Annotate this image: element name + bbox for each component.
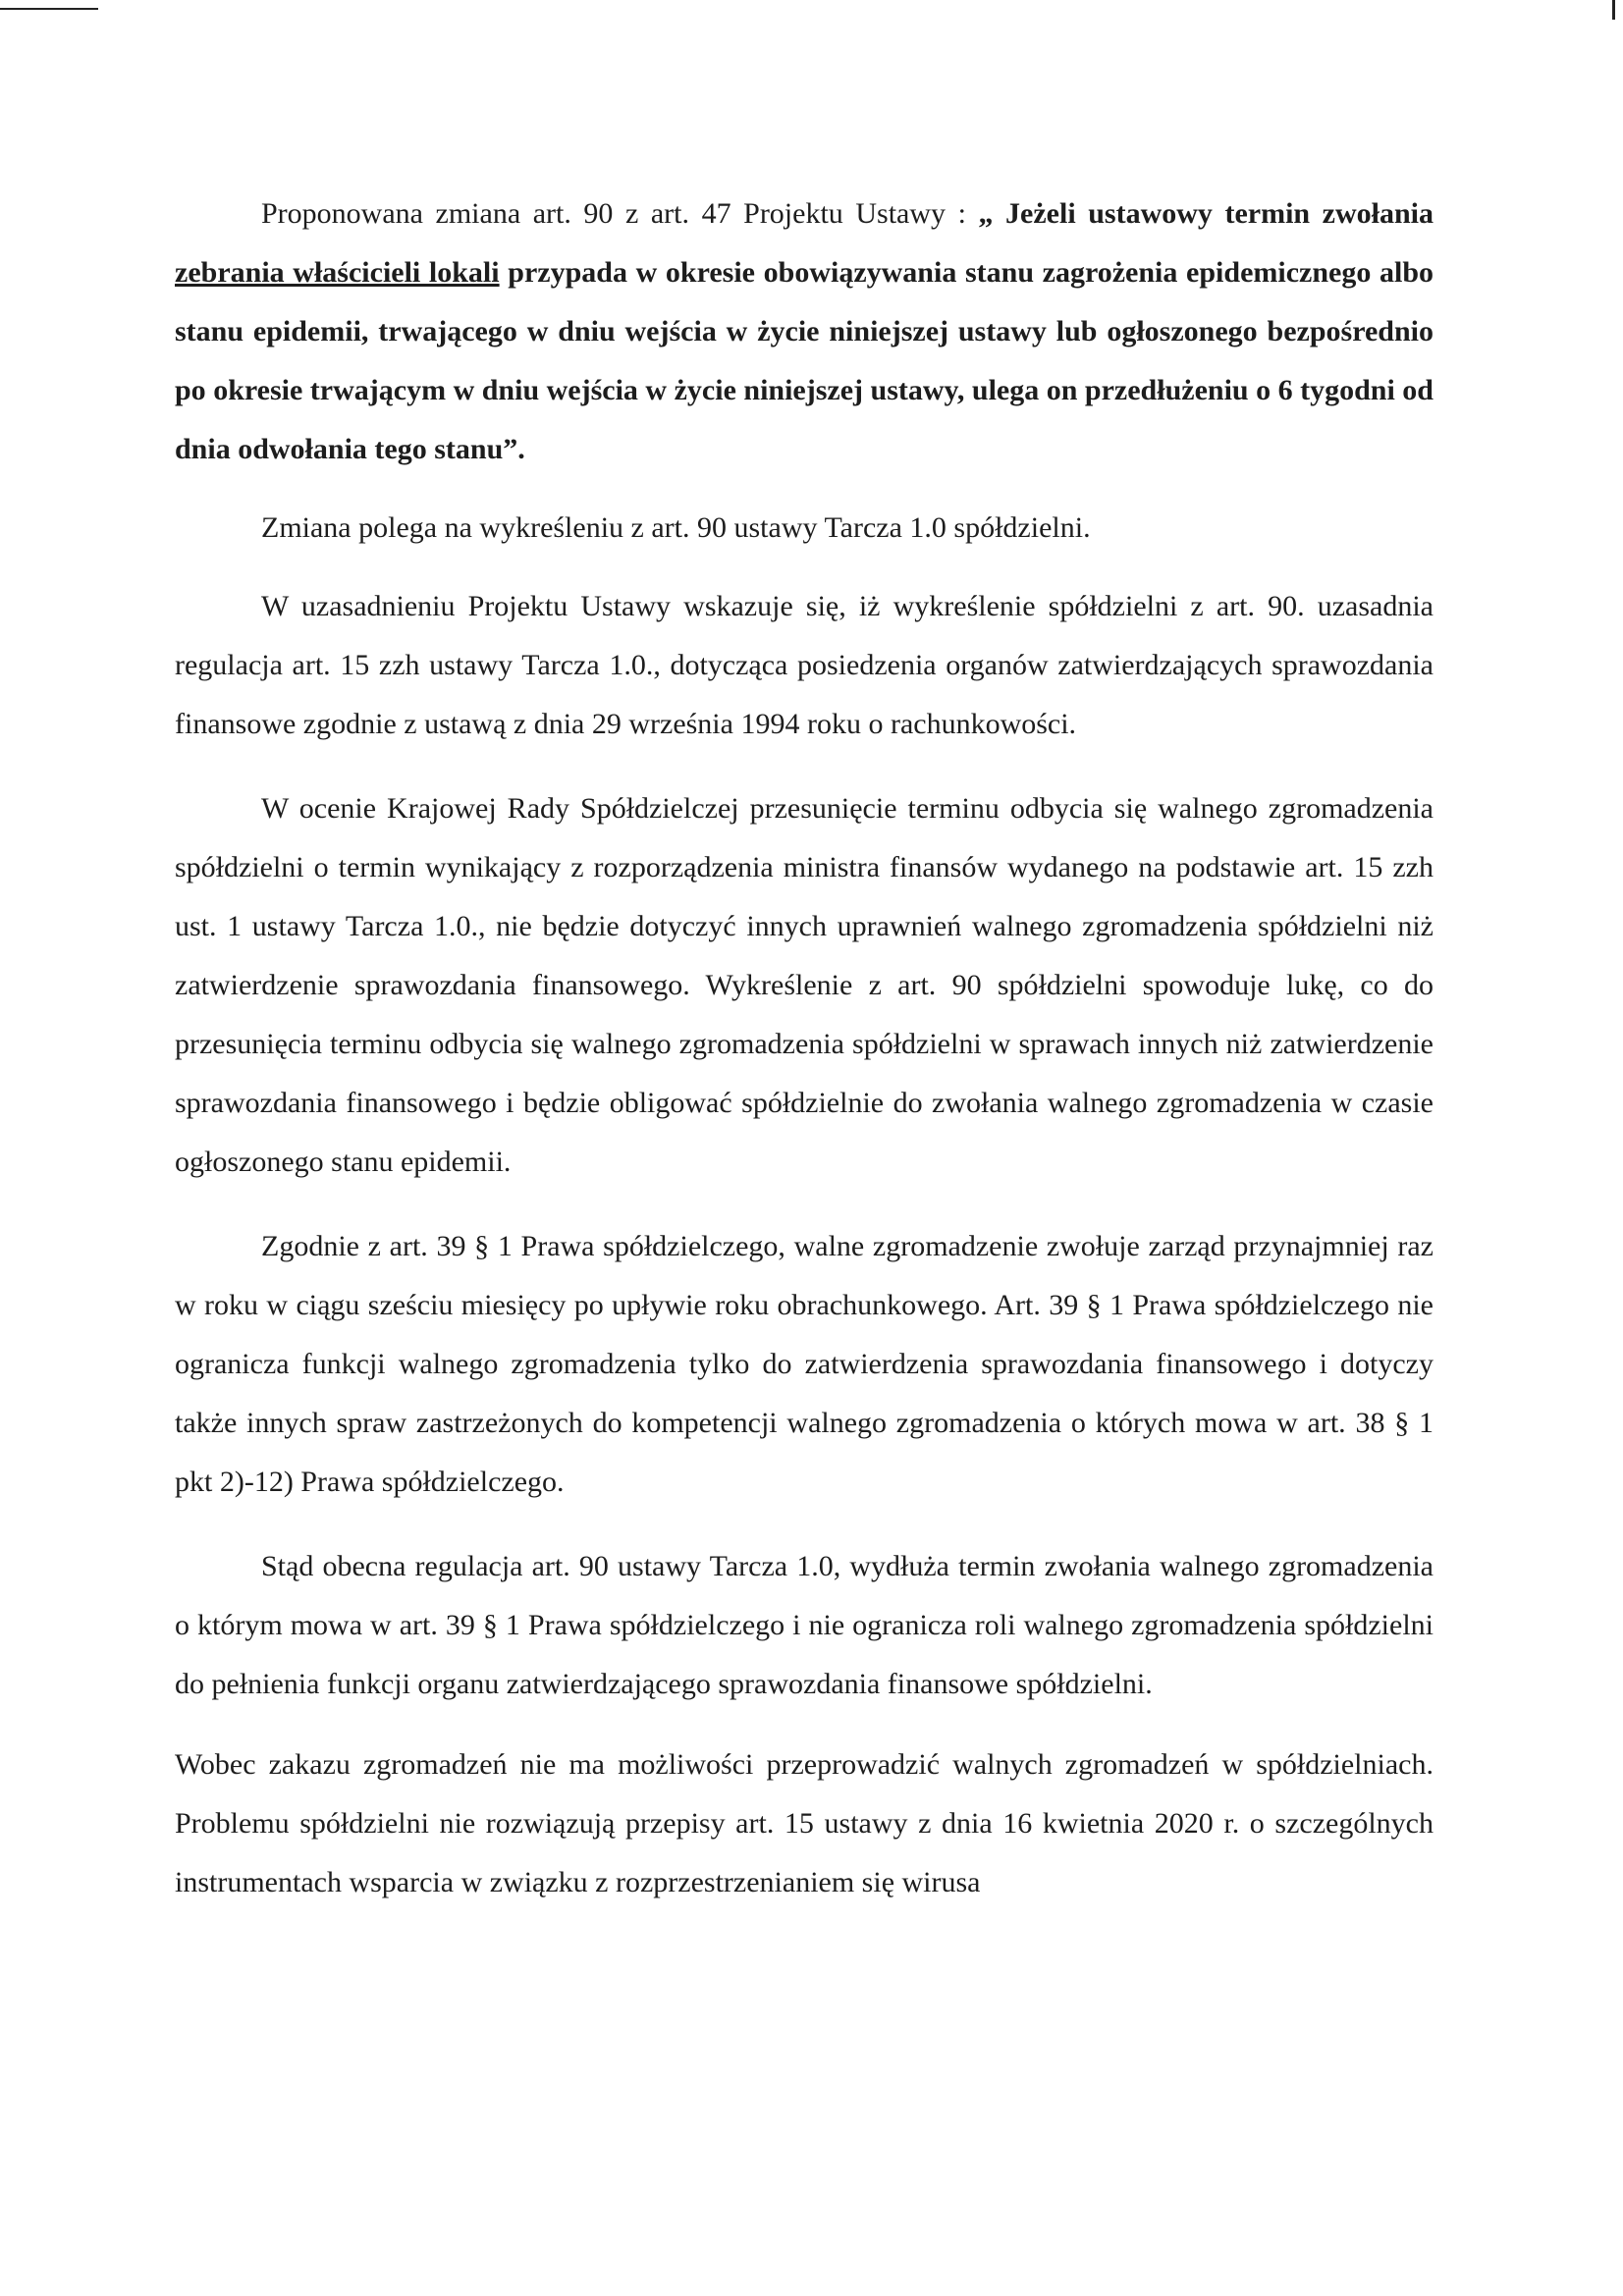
proposed-change-underlined: zebrania właścicieli lokali: [175, 256, 500, 289]
top-left-scan-mark: [0, 8, 98, 10]
paragraph-assembly-ban: Wobec zakazu zgromadzeń nie ma możliwości przeprowadzić walnych zgromadzeń w spółdzielniach. Problemu spółdzielni nie rozwiązują przepisy art. 15 ustawy z dnia 16 kwietnia 2020 r. o szczególnych instrumentach wsparcia w związku z rozprzestrzenianiem się wirusa: [175, 1748, 1434, 1898]
paragraph-krs-opinion: W ocenie Krajowej Rady Spółdzielczej przesunięcie terminu odbycia się walnego zgromadzenia spółdzielni o termin wynikający z rozporządzenia ministra finansów wydanego na podstawie art. 15 zzh ust. 1 ustawy Tarcza 1.0., nie będzie dotyczyć innych uprawnień walnego zgromadzenia spółdzielni niż zatwierdzenie sprawozdania finansowego. Wykreślenie z art. 90 spółdzielni spowoduje lukę, co do przesunięcia terminu odbycia się walnego zgromadzenia spółdzielni w sprawach innych niż zatwierdzenie sprawozdania finansowego i będzie obligować spółdzielnie do zwołania walnego zgromadzenia w czasie ogłoszonego stanu epidemii.: [175, 792, 1434, 1178]
top-right-scan-mark: [1612, 0, 1615, 20]
paragraph-current-regulation: Stąd obecna regulacja art. 90 ustawy Tarcza 1.0, wydłuża termin zwołania walnego zgromadzenia o którym mowa w art. 39 § 1 Prawa spółdzielczego i nie ogranicza roli walnego zgromadzenia spółdzielni do pełnienia funkcji organu zatwierdzającego sprawozdania finansowe spółdzielni.: [175, 1550, 1434, 1700]
paragraph-proposed-change: [175, 185, 1434, 479]
proposed-change-quote-start: „ Jeżeli ustawowy termin zwołania: [978, 197, 1434, 230]
paragraph-change-summary: Zmiana polega na wykreśleniu z art. 90 ustawy Tarcza 1.0 spółdzielni.: [261, 511, 1091, 544]
proposed-change-quote-rest: przypada w okresie obowiązywania stanu zagrożenia epidemicznego albo stanu epidemii, trwającego w dniu wejścia w życie niniejszej ustawy lub ogłoszonego bezpośrednio po okresie trwającym w dniu wejścia w życie niniejszej ustawy, ulega on przedłużeniu o 6 tygodni od dnia odwołania tego stanu”.: [175, 256, 1434, 465]
proposed-change-lead: Proponowana zmiana art. 90 z art. 47 Projektu Ustawy :: [261, 197, 979, 230]
document-page: [175, 185, 1434, 1912]
paragraph-art-39: Zgodnie z art. 39 § 1 Prawa spółdzielczego, walne zgromadzenie zwołuje zarząd przynajmniej raz w roku w ciągu sześciu miesięcy po upływie roku obrachunkowego. Art. 39 § 1 Prawa spółdzielczego nie ogranicza funkcji walnego zgromadzenia tylko do zatwierdzenia sprawozdania finansowego i dotyczy także innych spraw zastrzeżonych do kompetencji walnego zgromadzenia o których mowa w art. 38 § 1 pkt 2)-12) Prawa spółdzielczego.: [175, 1230, 1434, 1498]
paragraph-justification: W uzasadnieniu Projektu Ustawy wskazuje się, iż wykreślenie spółdzielni z art. 90. uzasadnia regulacja art. 15 zzh ustawy Tarcza 1.0., dotycząca posiedzenia organów zatwierdzających sprawozdania finansowe zgodnie z ustawą z dnia 29 września 1994 roku o rachunkowości.: [175, 590, 1434, 740]
